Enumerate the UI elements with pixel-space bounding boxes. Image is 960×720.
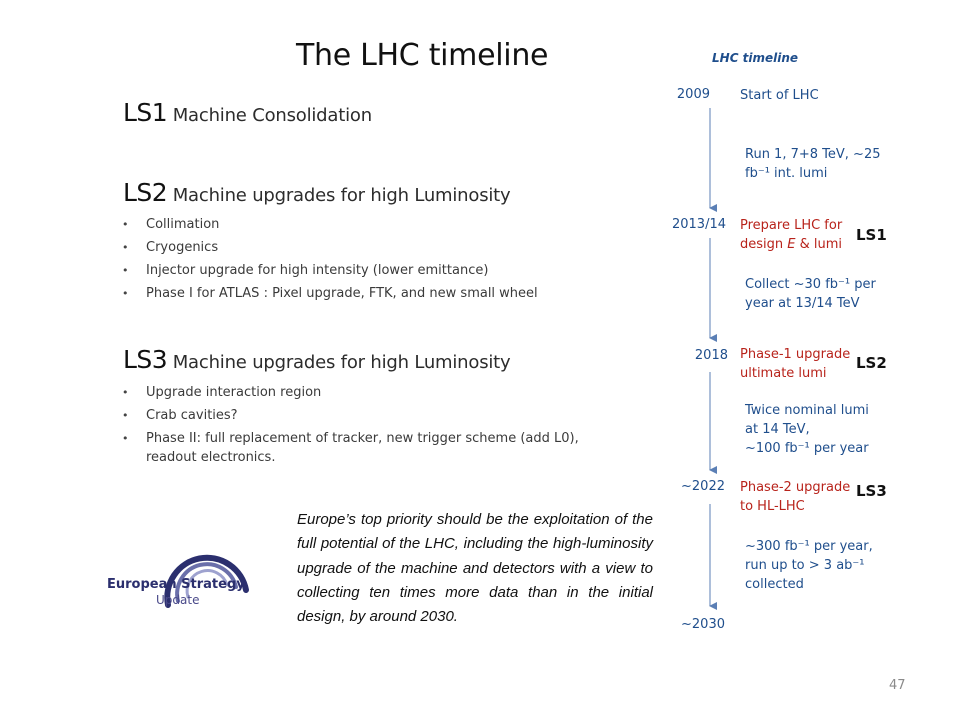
ls2-heading bbox=[123, 178, 511, 207]
milestone-event: Phase-1 upgrade ultimate lumi bbox=[740, 347, 851, 381]
logo-subtext: Update bbox=[156, 593, 200, 607]
ls1-title: Machine Consolidation bbox=[167, 105, 372, 126]
milestone-ls-label: LS2 bbox=[856, 354, 887, 372]
logo-text: European Strategy bbox=[107, 577, 245, 592]
list-item: • Crab cavities? bbox=[122, 404, 592, 427]
timeline-heading: LHC timeline bbox=[712, 51, 799, 65]
milestone-year: 2013/14 bbox=[671, 217, 726, 232]
list-item: • Cryogenics bbox=[122, 236, 592, 259]
ls1-label: LS1 bbox=[123, 98, 168, 127]
milestone-year: ~2030 bbox=[681, 617, 725, 632]
list-item: • Injector upgrade for high intensity (lower emittance) bbox=[122, 259, 592, 282]
ls2-title: Machine upgrades for high Luminosity bbox=[167, 185, 511, 206]
milestone-year: 2018 bbox=[694, 348, 728, 363]
period-description: Twice nominal lumi at 14 TeV, ~100 fb⁻¹ per year bbox=[745, 403, 869, 456]
ls3-bullet-list bbox=[122, 381, 592, 467]
page-number: 47 bbox=[889, 678, 906, 693]
ls3-title: Machine upgrades for high Luminosity bbox=[167, 352, 511, 373]
milestone-event: Prepare LHC for design E & lumi bbox=[740, 218, 843, 252]
milestone-event: Phase-2 upgrade to HL-LHC bbox=[740, 480, 851, 514]
milestone-ls-label: LS1 bbox=[856, 226, 887, 244]
ls3-heading bbox=[123, 345, 511, 374]
period-description: ~300 fb⁻¹ per year, run up to > 3 ab⁻¹ collected bbox=[745, 539, 873, 592]
list-item: • Upgrade interaction region bbox=[122, 381, 592, 404]
milestone-event: Start of LHC bbox=[740, 88, 819, 103]
ls2-bullet-list bbox=[122, 213, 592, 305]
period-description: Run 1, 7+8 TeV, ~25 fb⁻¹ int. lumi bbox=[745, 147, 881, 181]
ls3-label: LS3 bbox=[123, 345, 168, 374]
strategy-quote: Europe’s top priority should be the exploitation of the full potential of the LHC, including the high-luminosity upgrade of the machine and detectors with a view to collecting ten times more data than in the initial design, by around 2030. bbox=[297, 511, 653, 626]
ls1-heading bbox=[123, 98, 372, 127]
list-item: • Collimation bbox=[122, 213, 592, 236]
slide-title: The LHC timeline bbox=[296, 38, 549, 73]
milestone-year: ~2022 bbox=[681, 479, 725, 494]
ls2-label: LS2 bbox=[123, 178, 168, 207]
list-item: • Phase II: full replacement of tracker, new trigger scheme (add L0), readout electronics. bbox=[122, 427, 592, 467]
milestone-year: 2009 bbox=[676, 87, 710, 102]
period-description: Collect ~30 fb⁻¹ per year at 13/14 TeV bbox=[745, 277, 876, 311]
list-item: • Phase I for ATLAS : Pixel upgrade, FTK, and new small wheel bbox=[122, 282, 592, 305]
milestone-ls-label: LS3 bbox=[856, 482, 887, 500]
